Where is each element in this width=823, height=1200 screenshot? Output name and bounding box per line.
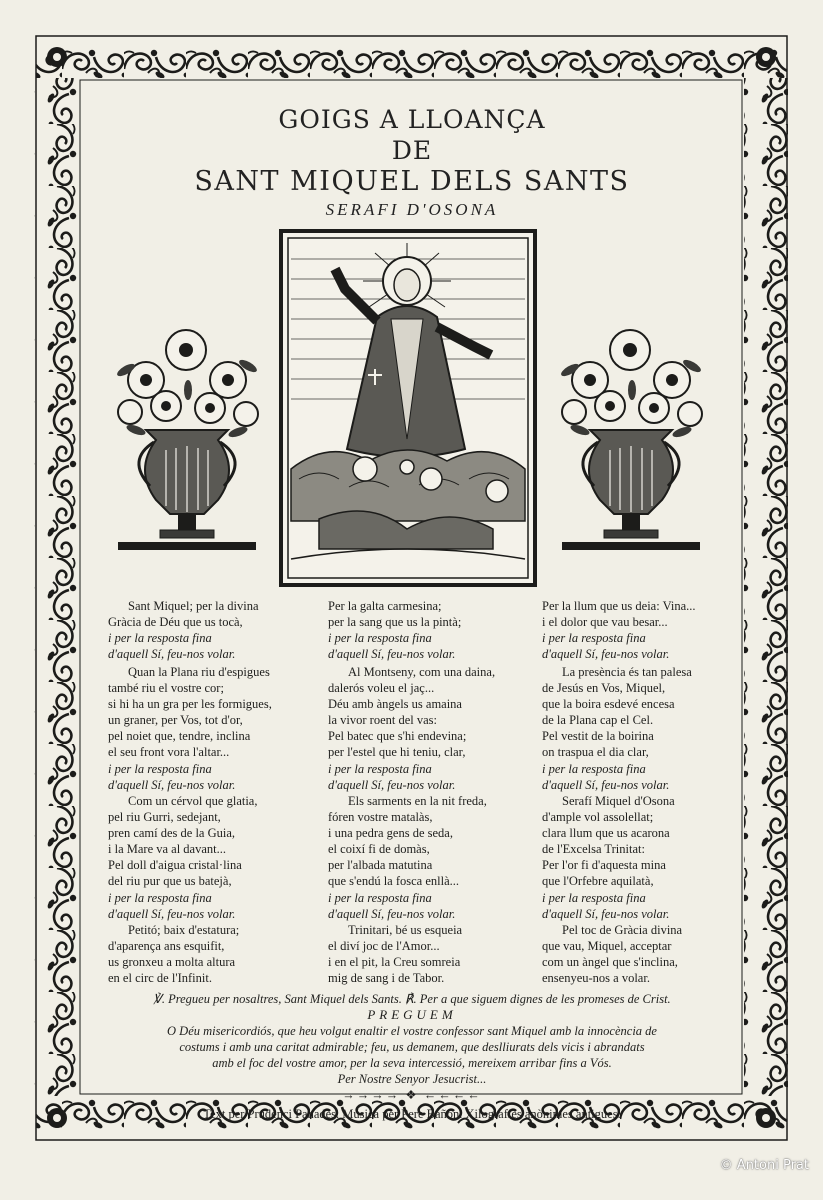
verse-line: de l'Excelsa Trinitat: — [542, 842, 645, 857]
verse-line: que la boira esdevé encesa — [542, 697, 675, 712]
verse-row — [108, 793, 728, 922]
refrain-line: i per la resposta fina — [328, 761, 432, 776]
refrain-line: i per la resposta fina — [542, 631, 646, 646]
stanza — [108, 922, 308, 986]
refrain-line: d'aquell Sí, feu-nos volar. — [542, 906, 670, 921]
verse-line: que s'endú la fosca enllà... — [328, 874, 460, 889]
verse-line: i en el pit, la Creu somreia — [328, 955, 461, 970]
stanza — [108, 793, 308, 922]
verse-line: i una pedra gens de seda, — [328, 826, 453, 841]
verse-line: Gràcia de Déu que us tocà, — [108, 615, 243, 630]
verse-line: en el circ de l'Infinit. — [108, 971, 212, 986]
verse-line: Pel batec que s'hi endevina; — [328, 729, 467, 744]
verse-line: el diví joc de l'Amor... — [328, 939, 440, 954]
verse-line: també riu el vostre cor; — [108, 681, 224, 696]
verse-line: d'ample vol assolellat; — [542, 810, 654, 825]
stanza — [328, 922, 528, 986]
verse-line: que l'Orfebre aquilatà, — [542, 874, 654, 889]
verse-line: d'aparença ans esquifit, — [108, 939, 225, 954]
verse-line: pel riu Gurri, sedejant, — [108, 810, 221, 825]
title-line-1: GOIGS A LLOANÇA — [278, 105, 546, 134]
verse-line: Per l'or fi d'aquesta mina — [542, 858, 666, 873]
title-line-2: DE — [391, 136, 433, 165]
refrain-line: i per la resposta fina — [108, 761, 212, 776]
stanza — [542, 598, 742, 662]
title-line-3: SANT MIQUEL DELS SANTS — [194, 166, 630, 197]
divider-ornament-icon: →→→→ ❖ ←←←← — [342, 1088, 482, 1102]
verse-line: Pel doll d'aigua cristal·lina — [108, 858, 242, 873]
verse-line: la vivor roent del vas: — [328, 713, 437, 728]
verse-line: Per la galta carmesina; — [328, 599, 442, 613]
verse-line: i la Mare va al davant... — [108, 842, 227, 857]
verse-line: per l'estel que hi teniu, clar, — [328, 745, 466, 760]
verse-line: on traspua el dia clar, — [542, 745, 649, 760]
stanza — [542, 922, 742, 986]
stanza — [328, 598, 528, 662]
verse-line: La presència és tan palesa — [562, 665, 692, 679]
verse-line: de Jesús en Vos, Miquel, — [542, 681, 666, 696]
verse-line: si hi ha un gra per les formigues, — [108, 697, 272, 712]
stanza — [108, 664, 308, 793]
verse-line: el coixí fi de domàs, — [328, 842, 430, 857]
watermark: © Antoni Prat — [719, 1158, 809, 1173]
verse-line: Pel vestit de la boirina — [542, 729, 654, 744]
verse-line: i el dolor que vau besar... — [542, 615, 668, 630]
verse-line: mig de sang i de Tabor. — [328, 971, 445, 986]
verse-line: ensenyeu-nos a volar. — [542, 971, 650, 986]
title-block — [120, 104, 704, 223]
verse-line: Com un cérvol que glatia, — [128, 794, 258, 808]
stanza — [108, 598, 308, 662]
verse-line: per l'albada matutina — [328, 858, 433, 873]
refrain-line: d'aquell Sí, feu-nos volar. — [108, 906, 236, 921]
verse-line: Quan la Plana riu d'espigues — [128, 665, 270, 679]
verse-line: de la Plana cap el Cel. — [542, 713, 654, 728]
verse-line: us gronxeu a molta altura — [108, 955, 236, 970]
refrain-line: i per la resposta fina — [108, 890, 212, 905]
refrain-line: d'aquell Sí, feu-nos volar. — [328, 906, 456, 921]
refrain-line: d'aquell Sí, feu-nos volar. — [108, 647, 236, 662]
refrain-line: i per la resposta fina — [328, 631, 432, 646]
verse-line: com un àngel que s'inclina, — [542, 955, 678, 970]
refrain-line: i per la resposta fina — [542, 761, 646, 776]
verse-line: pel noiet que, tendre, inclina — [108, 729, 251, 744]
verse-line: Trinitari, bé us esqueia — [348, 923, 463, 937]
flower-vase-left-icon — [106, 310, 268, 560]
verse-line: dalerós voleu el jaç... — [328, 681, 435, 696]
verse-line: per la sang que us la pintà; — [328, 615, 462, 630]
verse-line: Els sarments en la nit freda, — [348, 794, 487, 808]
prayer-closing: Per Nostre Senyor Jesucrist... — [337, 1072, 487, 1086]
versicle: ℣. Pregueu per nosaltres, Sant Miquel dels Sants. ℟. Per a que siguem dignes de les promeses de Crist. — [153, 992, 671, 1006]
verse-line: Déu amb àngels us amaina — [328, 697, 462, 712]
stanza — [328, 793, 528, 922]
verse-line: clara llum que us acarona — [542, 826, 670, 841]
verse-line: del riu pur que us batejà, — [108, 874, 232, 889]
refrain-line: d'aquell Sí, feu-nos volar. — [328, 647, 456, 662]
flower-vase-right-icon — [550, 310, 712, 560]
verse-line: el seu front vora l'altar... — [108, 745, 230, 760]
credits: Text per Prudenci Panadès. Música per Pere Bañón. Xilografies anònimes antigues. — [203, 1107, 621, 1121]
verse-line: que vau, Miquel, acceptar — [542, 939, 672, 954]
subtitle: SERAFI D'OSONA — [325, 200, 499, 219]
refrain-line: d'aquell Sí, feu-nos volar. — [542, 647, 670, 662]
stanza — [542, 793, 742, 922]
stanza — [542, 664, 742, 793]
prayer-heading: PREGUEM — [367, 1007, 457, 1022]
saint-miquel-woodcut-icon — [279, 229, 537, 587]
verse-row — [108, 598, 728, 664]
prayer-line: costums i amb una caritat admirable; feu, us demanem, que deslliurats dels vicis i abrandats — [179, 1040, 645, 1054]
prayer-line: amb el foc del vostre amor, per la seva intercessió, mereixem arribar fins a Vós. — [212, 1056, 612, 1070]
refrain-line: d'aquell Sí, feu-nos volar. — [542, 777, 670, 792]
verse-line: Serafí Miquel d'Osona — [562, 794, 675, 808]
prayer-line: O Déu misericordiós, que heu volgut enaltir el vostre confessor sant Miquel amb la innocència de — [167, 1024, 657, 1038]
verse-line: un graner, per Vos, tot d'or, — [108, 713, 243, 728]
verse-line: pren camí des de la Guia, — [108, 826, 236, 841]
stanza — [328, 664, 528, 793]
refrain-line: i per la resposta fina — [542, 890, 646, 905]
verse-line: Per la llum que us deia: Vina... — [542, 599, 696, 613]
refrain-line: i per la resposta fina — [108, 631, 212, 646]
refrain-line: d'aquell Sí, feu-nos volar. — [328, 777, 456, 792]
verse-line: Pel toc de Gràcia divina — [562, 923, 683, 937]
refrain-line: d'aquell Sí, feu-nos volar. — [108, 777, 236, 792]
refrain-line: i per la resposta fina — [328, 890, 432, 905]
verse-line: Al Montseny, com una daina, — [348, 665, 496, 679]
verses — [108, 598, 728, 988]
verse-row — [108, 664, 728, 793]
verse-row — [108, 922, 728, 988]
verse-line: Sant Miquel; per la divina — [128, 599, 259, 613]
prayer-block — [100, 991, 724, 1122]
verse-line: fóren vostre matalàs, — [328, 810, 433, 825]
verse-line: Petitó; baix d'estatura; — [128, 923, 240, 937]
